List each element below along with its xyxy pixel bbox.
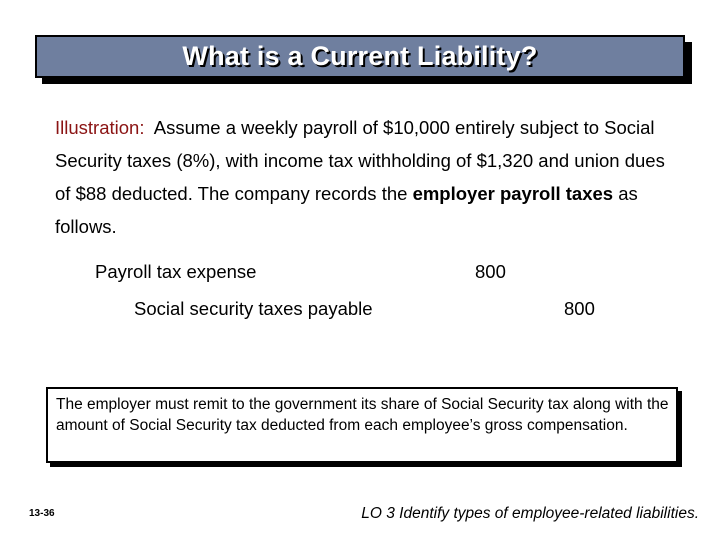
debit-account: Payroll tax expense: [95, 261, 257, 282]
illustration-text-2: as follows.: [55, 183, 638, 237]
illustration-bold-phrase: employer payroll taxes: [412, 183, 614, 204]
illustration-label: Illustration:: [55, 117, 145, 138]
note-text: The employer must remit to the government its share of Social Security tax along with the amount of Social Security tax deducted from each employee’s gross compensation.: [56, 396, 669, 434]
illustration-text-1: Assume a weekly payroll of $10,000 entirely subject to Social Security taxes (8%), with income tax withholding of $1,320 and union dues of $88 deducted. The company records the: [55, 117, 665, 204]
credit-amount: 800: [564, 298, 595, 319]
slide-title: What is a Current Liability?: [182, 41, 538, 71]
note-box: [46, 387, 678, 463]
debit-amount: 800: [475, 261, 506, 282]
illustration-paragraph: [55, 111, 675, 243]
learning-objective: LO 3 Identify types of employee-related liabilities.: [361, 505, 699, 522]
slide-number: 13-36: [29, 508, 55, 519]
credit-account: Social security taxes payable: [134, 298, 373, 319]
title-banner: [35, 35, 685, 78]
